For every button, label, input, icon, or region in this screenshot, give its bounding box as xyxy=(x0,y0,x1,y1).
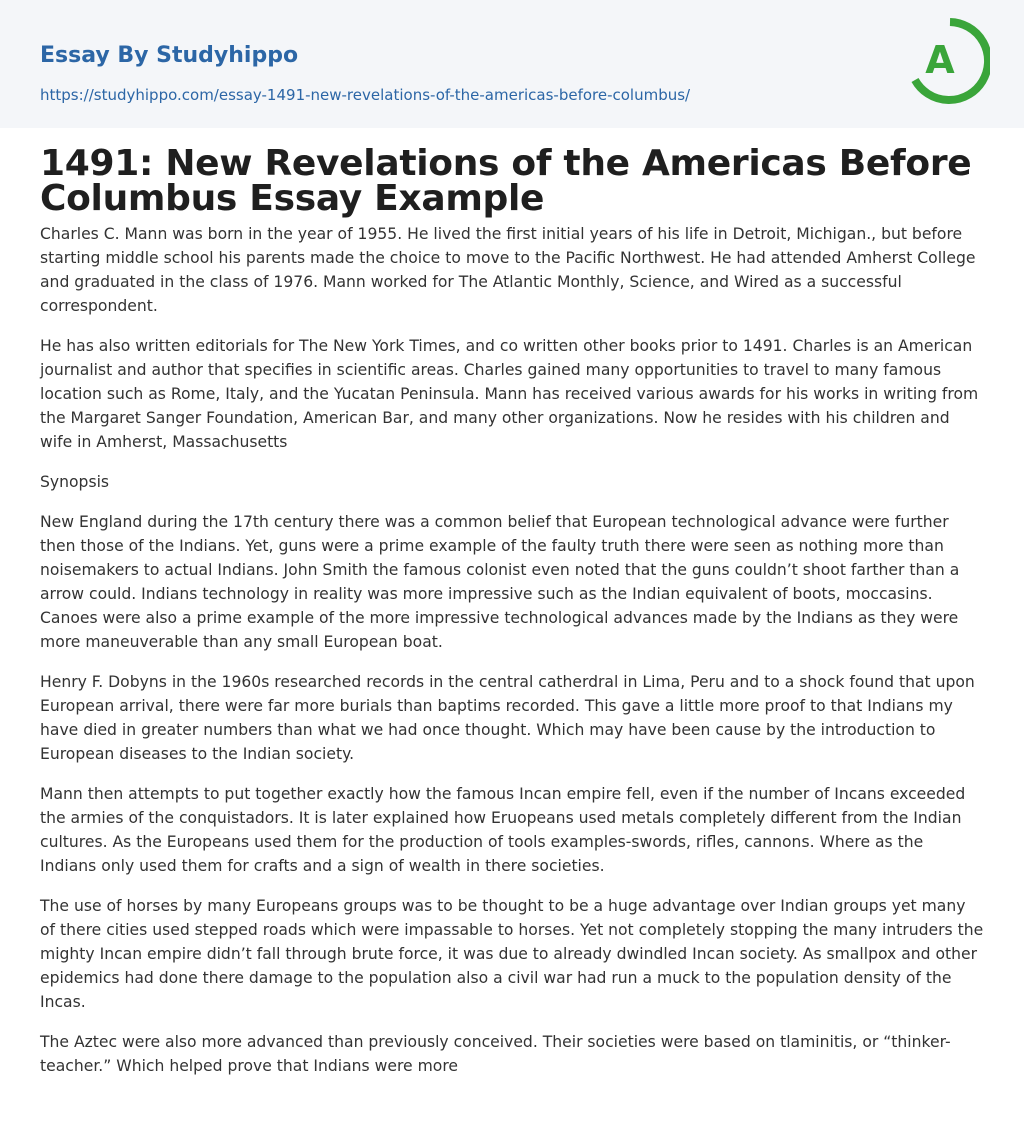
site-header xyxy=(0,0,1024,128)
essay-paragraph: Henry F. Dobyns in the 1960s researched records in the central catherdral in Lima, Peru and to a shock found that upon European arrival, there were far more burials than baptims recorded. This gave a little more proof to that Indians my have died in greater numbers than what we had once thought. Which may have been cause by the introduction to European diseases to the Indian society. xyxy=(40,673,975,763)
section-heading-synopsis: Synopsis xyxy=(40,473,110,491)
essay-body xyxy=(40,222,984,1078)
essay-paragraph: The use of horses by many Europeans groups was to be thought to be a huge advantage over Indian groups yet many of there cities used stepped roads which were impassable to horses. Yet not completely stopping the many intruders the mighty Incan empire didn’t fall through brute force, it was due to already dwindled Incan society. As smallpox and other epidemics had done there damage to the population also a civil war had run a muck to the population density of the Incas. xyxy=(40,897,984,1011)
essay-paragraph: Charles C. Mann was born in the year of 1955. He lived the first initial years of his life in Detroit, Michigan., but before starting middle school his parents made the choice to move to the Pacific Northwest. He had attended Amherst College and graduated in the class of 1976. Mann worked for The Atlantic Monthly, Science, and Wired as a successful correspondent. xyxy=(40,225,976,315)
essay-paragraph: Mann then attempts to put together exactly how the famous Incan empire fell, even if the number of Incans exceeded the armies of the conquistadors. It is later explained how Eruopeans used metals completely different from the Indian cultures. As the Europeans used them for the production of tools examples-swords, rifles, cannons. Where as the Indians only used them for crafts and a sign of wealth in there societies. xyxy=(40,785,966,875)
essay-paragraph: He has also written editorials for The New York Times, and co written other books prior to 1491. Charles is an American journalist and author that specifies in scientific areas. Charles gained many opportunities to travel to many famous location such as Rome, Italy, and the Yucatan Peninsula. Mann has received various awards for his works in writing from the Margaret Sanger Foundation, American Bar, and many other organizations. Now he resides with his children and wife in Amherst, Massachusetts xyxy=(40,337,979,451)
logo-letter: A xyxy=(925,38,955,82)
studyhippo-logo-icon[interactable] xyxy=(910,17,990,107)
site-brand[interactable]: Essay By Studyhippo xyxy=(40,43,299,68)
essay-title: 1491: New Revelations of the Americas Before Columbus Essay Example xyxy=(40,143,972,219)
essay-paragraph: New England during the 17th century there was a common belief that European technological advance were further then those of the Indians. Yet, guns were a prime example of the faulty truth there were seen as nothing more than noisemakers to actual Indians. John Smith the famous colonist even noted that the guns couldn’t shoot farther than a arrow could. Indians technology in reality was more impressive such as the Indian equivalent of boots, moccasins. Canoes were also a prime example of the more impressive technological advances made by the Indians as they were more maneuverable than any small European boat. xyxy=(40,513,960,651)
essay-paragraph: The Aztec were also more advanced than previously conceived. Their societies were based on tlaminitis, or “thinker-teacher.” Which helped prove that Indians were more xyxy=(40,1033,951,1075)
source-url-link[interactable]: https://studyhippo.com/essay-1491-new-revelations-of-the-americas-before-columbus/ xyxy=(40,86,691,104)
essay-content xyxy=(0,128,1024,1078)
